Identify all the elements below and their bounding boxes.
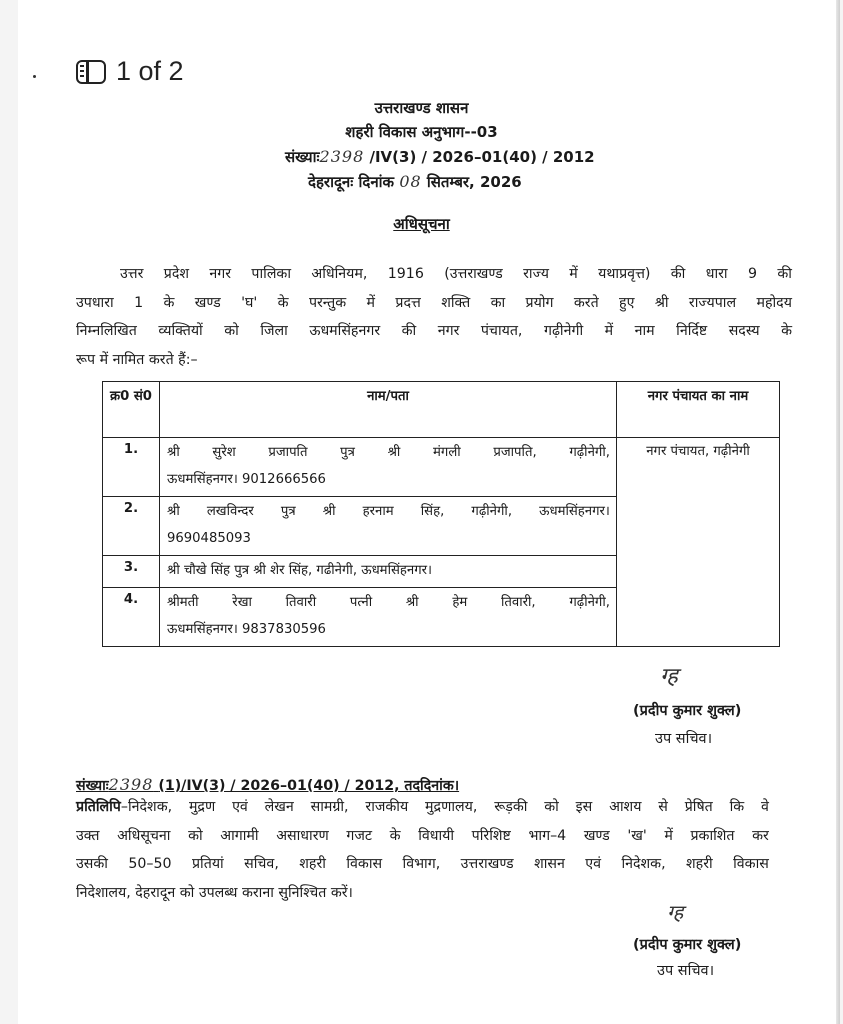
order-date: देहरादूनः दिनांक 08 सितम्बर, 2026 — [308, 172, 522, 191]
copy-word: सामग्री, — [310, 799, 349, 815]
body-word: की — [670, 266, 686, 282]
page-edge-shadow — [836, 0, 840, 1024]
copy-word: को — [188, 827, 203, 844]
signatory-name: (प्रदीप कुमार शुक्ल) — [633, 703, 742, 719]
body-word: खण्ड — [194, 294, 221, 311]
copy-word: विधायी — [418, 827, 455, 844]
copy-word: कि — [729, 799, 745, 815]
copy-word: शहरी — [299, 856, 326, 872]
body-word: में — [604, 323, 614, 339]
copy-word: गजट — [346, 827, 373, 844]
signature-initials: ग्ह — [667, 900, 684, 924]
body-word: ऊधमसिंहनगर — [309, 323, 381, 339]
body-word: में — [569, 266, 578, 282]
copy-word: अधिसूचना — [117, 827, 171, 844]
copy-word: उत्तराखण्ड — [460, 856, 514, 872]
copy-word: कर — [752, 827, 769, 844]
copy-word: आगामी — [220, 827, 259, 844]
body-word: जिला — [260, 323, 288, 339]
copy-word: वे — [761, 799, 769, 815]
page-indicator-text: 1 of 2 — [116, 56, 184, 86]
body-word: यथाप्रवृत्त) — [598, 266, 651, 282]
name-word: तिवारी — [285, 595, 317, 610]
body-word: करते — [573, 294, 599, 311]
body-word: व्यक्तियों — [158, 323, 203, 339]
name-word: तिवारी, — [500, 595, 536, 610]
copy-label: प्रतिलिपि — [76, 799, 121, 815]
body-word: के — [781, 323, 792, 339]
copy-word: विभाग, — [402, 856, 441, 872]
body-word: (उत्तराखण्ड — [444, 266, 503, 282]
body-word: में — [366, 294, 376, 311]
header-serial: क्र0 सं0 — [103, 382, 160, 438]
table-row: 4. श्रीमती रेखा तिवारी पत्नी श्री हेम तिवारी, गढ़ीनेगी, ऊधमसिंहनगर। 9837830596 — [103, 588, 780, 647]
copy-word: राजकीय — [365, 799, 409, 815]
copy-reference: संख्याः2398 (1)/IV(3) / 2026–01(40) / 2012, तददिनांक। — [76, 775, 460, 794]
copy-word: भाग–4 — [528, 827, 567, 844]
name-word: रेखा — [232, 595, 252, 610]
signatory-name: (प्रदीप कुमार शुक्ल) — [633, 937, 742, 953]
page-indicator[interactable] — [76, 56, 184, 87]
handwritten-date: 08 — [399, 172, 422, 191]
name-word: श्री चौखे सिंह पुत्र श्री शेर सिंह, गढीनेगी, ऊधमसिंहनगर। — [167, 563, 433, 578]
body-word: की — [777, 266, 792, 282]
copy-word: को — [544, 799, 559, 815]
copy-word: लेखन — [264, 799, 294, 815]
copy-word: प्रकाशित — [690, 827, 735, 844]
body-word: प्रदत्त — [395, 294, 421, 311]
body-word: को — [224, 323, 239, 339]
section-name: शहरी विकास अनुभाग--03 — [345, 123, 498, 141]
copy-word: प्रेषित — [684, 799, 713, 815]
body-word: 1 — [134, 294, 144, 311]
name-word: श्री — [405, 595, 419, 610]
sidebar-pages-icon — [76, 60, 106, 84]
copy-word: रूड़की — [494, 799, 528, 815]
body-word: निर्दिष्ट — [676, 323, 708, 339]
copy-word: मुद्रण — [188, 799, 216, 815]
copy-word: 'ख' — [627, 827, 647, 844]
body-word: 9 — [747, 266, 757, 282]
body-word: का — [490, 294, 506, 311]
order-number: संख्याः2398 /IV(3) / 2026–01(40) / 2012 — [285, 147, 595, 166]
body-word: नाम — [634, 323, 655, 339]
body-word: उपधारा — [76, 294, 114, 311]
body-word: के — [277, 294, 289, 311]
body-word: राज्य — [523, 266, 549, 282]
signatory-designation: उप सचिव। — [655, 731, 713, 747]
name-word: गढ़ीनेगी, — [569, 445, 610, 460]
body-word: धारा — [705, 266, 728, 282]
name-word: हरनाम — [362, 504, 394, 519]
body-word: नगर — [437, 323, 460, 339]
copy-word: के — [389, 827, 401, 844]
body-word: महोदय — [756, 294, 792, 311]
name-word: प्रजापति — [268, 445, 308, 460]
copy-to-paragraph: प्रतिलिपि–निदेशक, मुद्रण एवं लेखन सामग्री, राजकीय मुद्रणालय, रूड़की को इस आशय से प्रेषित कि वे उक्त अधिसूचना को आगामी असाधारण गजट के विधायी परिशिष्ट भाग–4 खण्ड 'ख' में प्रकाशित कर उसकी 50–50 प्रतियां सचिव, शहरी विकास विभाग, उत्तराखण्ड शासन एवं निदेशक, शहरी विकास निदेशालय, देहरादून को उपलब्ध कराना सुनिश्चित करें। — [76, 793, 769, 907]
govt-name: उत्तराखण्ड शासन — [374, 99, 469, 117]
body-word: 1916 — [387, 266, 424, 282]
copy-word: एवं — [585, 856, 602, 872]
copy-word: मुद्रणालय, — [425, 799, 478, 815]
name-word: गढ़ीनेगी, — [569, 595, 610, 610]
copy-word: आशय — [609, 799, 642, 815]
body-word: प्रदेश — [163, 266, 190, 282]
body-word: पंचायत, — [480, 323, 523, 339]
name-word: श्री — [167, 445, 180, 460]
copy-word: 50–50 — [128, 856, 172, 872]
name-word: सुरेश — [212, 445, 236, 460]
handwritten-number: 2398 — [108, 775, 154, 794]
body-word: की — [401, 323, 417, 339]
signature-initials: ग्ह — [660, 664, 678, 689]
name-word: पुत्र — [280, 504, 296, 519]
copy-word: एवं — [232, 799, 248, 815]
body-word: परन्तुक — [308, 294, 347, 311]
table-row: 3. श्री चौखे सिंह पुत्र श्री शेर सिंह, गढीनेगी, ऊधमसिंहनगर। — [103, 556, 780, 588]
copy-word: विकास — [346, 856, 383, 872]
copy-word: उक्त — [76, 827, 100, 844]
copy-word: विकास — [733, 856, 769, 872]
name-word: पत्नी — [349, 595, 373, 610]
name-word: श्री — [167, 504, 180, 519]
copy-word: परिशिष्ट — [471, 827, 511, 844]
body-word: सदस्य — [728, 323, 760, 339]
copy-word: इस — [575, 799, 593, 815]
body-word: राज्यपाल — [688, 294, 737, 311]
body-word: के — [163, 294, 175, 311]
name-word: सिंह, — [420, 504, 445, 519]
name-word: प्रजापति, — [493, 445, 537, 460]
copy-word: खण्ड — [583, 827, 610, 844]
body-line-4: रूप में नामित करते हैं:– — [76, 351, 198, 368]
copy-word: सचिव, — [244, 856, 279, 872]
scan-speck — [33, 75, 36, 78]
notification-title: अधिसूचना — [393, 215, 450, 233]
notification-body — [76, 260, 792, 374]
header-panchayat: नगर पंचायत का नाम — [617, 382, 780, 438]
name-word: श्रीमती — [167, 595, 199, 610]
copy-word: शहरी — [686, 856, 713, 872]
body-word: नगर — [209, 266, 232, 282]
body-word: हुए — [619, 294, 635, 311]
copy-line-4: निदेशालय, देहरादून को उपलब्ध कराना सुनिश्चित करें। — [76, 884, 353, 901]
copy-word: प्रतियां — [191, 856, 224, 872]
table-header-row — [103, 382, 780, 438]
body-word: निम्नलिखित — [76, 323, 137, 339]
header-name-address: नाम/पता — [160, 382, 617, 438]
panchayat-name-cell: नगर पंचायत, गढ़ीनेगी — [617, 438, 780, 647]
body-word: अधिनियम, — [311, 266, 368, 282]
copy-word: निदेशक, — [621, 856, 666, 872]
copy-word: उसकी — [76, 856, 108, 872]
body-word: गढ़ीनेगी — [543, 323, 584, 339]
body-word: पालिका — [251, 266, 292, 282]
body-word: उत्तर — [120, 266, 144, 282]
table-row: 1. श्री सुरेश प्रजापति पुत्र श्री मंगली प्रजापति, गढ़ीनेगी, ऊधमसिंहनगर। 9012666566 नगर पंचायत, गढ़ीनेगी — [103, 438, 780, 497]
copy-word: में — [664, 827, 673, 844]
name-word: गढ़ीनेगी, — [471, 504, 513, 519]
copy-word: असाधारण — [276, 827, 329, 844]
name-word: श्री — [322, 504, 336, 519]
name-word: ऊधमसिंहनगर। — [539, 504, 610, 519]
nominee-table — [102, 381, 780, 647]
body-word: प्रयोग — [525, 294, 554, 311]
table-row: 2. श्री लखविन्दर पुत्र श्री हरनाम सिंह, गढ़ीनेगी, ऊधमसिंहनगर। 9690485093 — [103, 497, 780, 556]
name-word: मंगली — [433, 445, 461, 460]
name-word: श्री — [387, 445, 401, 460]
name-word: पुत्र — [340, 445, 355, 460]
copy-word: शासन — [534, 856, 565, 872]
copy-word: से — [658, 799, 668, 815]
name-word: हेम — [452, 595, 468, 610]
body-word: 'घ' — [241, 294, 258, 311]
handwritten-number: 2398 — [319, 147, 365, 166]
body-word: श्री — [654, 294, 669, 311]
name-word: लखविन्दर — [206, 504, 254, 519]
signatory-designation: उप सचिव। — [657, 963, 715, 979]
body-word: शक्ति — [441, 294, 471, 311]
